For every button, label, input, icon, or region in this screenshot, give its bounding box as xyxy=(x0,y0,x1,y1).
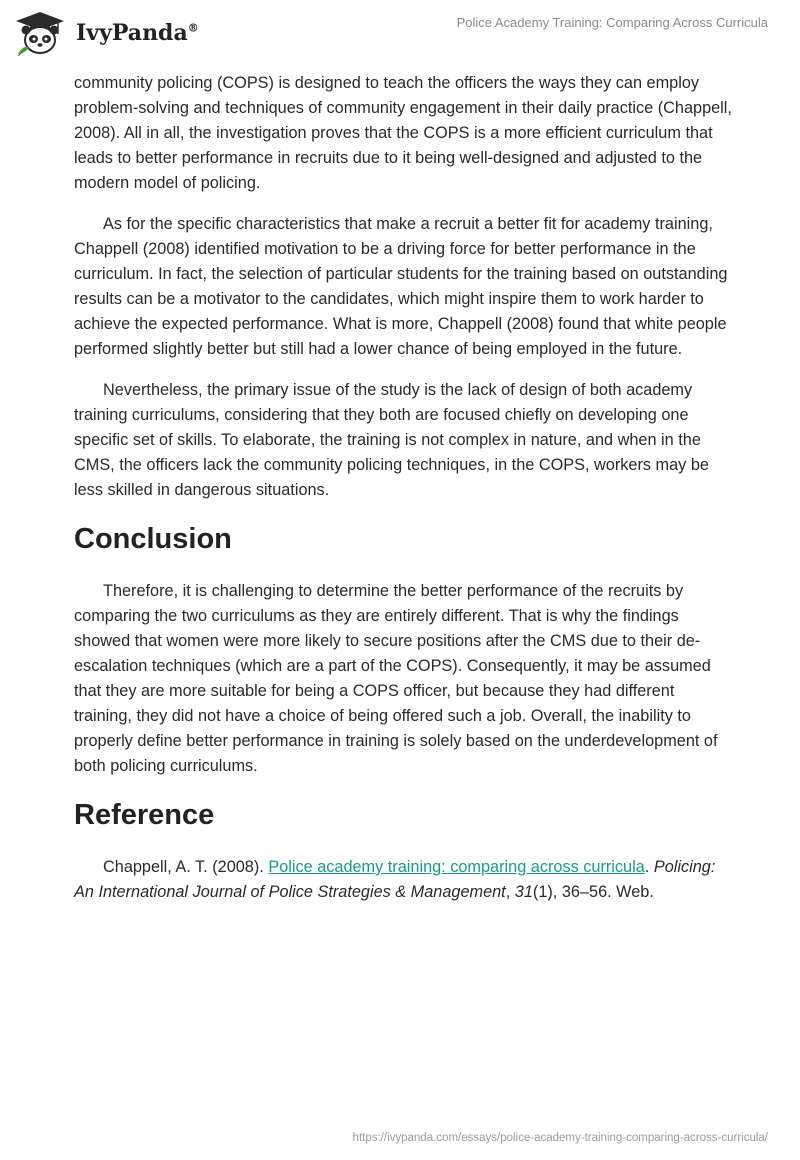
reference-link[interactable]: Police academy training: comparing across curricula xyxy=(268,858,645,876)
reference-heading: Reference xyxy=(74,799,215,831)
reference-sep: , xyxy=(505,883,515,901)
reference-entry xyxy=(74,855,734,905)
paragraph-1: community policing (COPS) is designed to teach the officers the ways they can employ problem-solving and techniques of community engagement in their daily practice (Chappell, 2008). All in all, the investigation proves that the COPS is a more efficient curriculum that leads to better performance in recruits due to it being well-designed and adjusted to the modern model of policing. xyxy=(74,74,732,192)
reference-journal: Policing: An International Journal of Police Strategies & Management xyxy=(74,858,716,901)
panda-logo-icon xyxy=(14,10,66,58)
page-header xyxy=(0,0,800,70)
paragraph-2: As for the specific characteristics that make a recruit a better fit for academy training, Chappell (2008) identified motivation to be a driving force for better performance in the curriculum. In fact, the selection of particular students for the training based on outstanding results can be a motivator to the candidates, which might inspire them to work harder to achieve the expected performance. What is more, Chappell (2008) found that white people performed slightly better but still had a lower chance of being employed in the future. xyxy=(74,215,728,358)
document-title: Police Academy Training: Comparing Across Curricula xyxy=(456,15,768,30)
ivypanda-logo[interactable] xyxy=(14,10,214,60)
essay-body xyxy=(74,71,734,921)
conclusion-paragraph: Therefore, it is challenging to determine the better performance of the recruits by comparing the two curriculums as they are entirely different. That is why the findings showed that women were more likely to secure positions after the CMS due to their de-escalation techniques (which are a part of the COPS). Consequently, it may be assumed that they are more suitable for being a COPS officer, but because they had different training, they did not have a choice of being offered such a job. Overall, the inability to properly define better performance in training is solely based on the underdevelopment of both policing curriculums. xyxy=(74,582,718,775)
logo-text: IvyPanda® xyxy=(76,20,199,46)
conclusion-heading: Conclusion xyxy=(74,523,232,555)
reference-prefix: Chappell, A. T. (2008). xyxy=(103,858,269,876)
paragraph-3: Nevertheless, the primary issue of the study is the lack of design of both academy training curriculums, considering that they both are focused chiefly on developing one specific set of skills. To elaborate, the training is not complex in nature, and when in the CMS, the officers lack the community policing techniques, in the COPS, workers may be less skilled in dangerous situations. xyxy=(74,381,709,499)
reference-after-link: . xyxy=(644,858,654,876)
reference-issue-pages: (1), 36–56. Web. xyxy=(532,883,654,901)
footer-url[interactable]: https://ivypanda.com/essays/police-academy-training-comparing-across-curricula/ xyxy=(352,1132,768,1144)
reference-volume: 31 xyxy=(514,883,533,901)
